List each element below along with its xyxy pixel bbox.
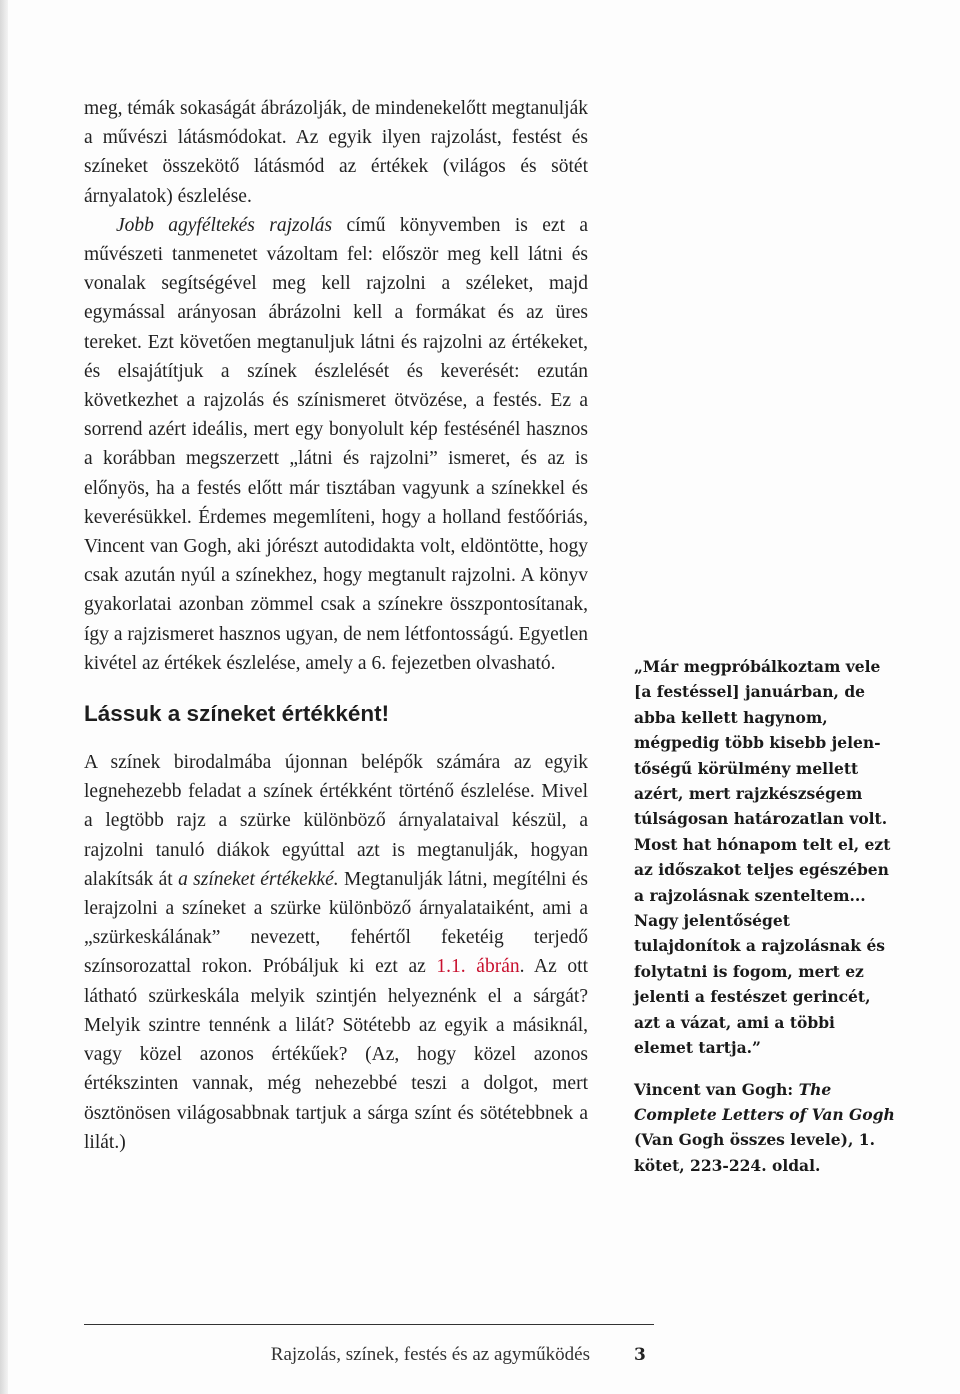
paragraph-2: [84, 211, 588, 678]
quote-source-title: The Complete Letters of Van Gogh: [634, 1079, 895, 1124]
section-heading: Lássuk a színeket értékként!: [84, 701, 390, 727]
page-number: 3: [634, 1345, 646, 1365]
scan-edge-shadow: [0, 0, 8, 1394]
sidebar-quote: „Már megpróbálkoztam vele [a festéssel] januárban, de abba kellett hagynom, mégpedig több kisebb jelentőségű körülmény mellett azért, mert rajzkészségem túlságosan határozatlan volt. Most hat hónapom telt el, ezt az időszakot teljes egészében a rajzolásnak szenteltem... Nagy jelentőséget tulajdonítok a rajzolásnak és folytatni is fogom, mert ez jelenti a festészet gerincét, azt a vázat, ami a többi elemet tartja.”: [634, 657, 891, 1058]
sidebar-quote-box: [634, 654, 896, 1178]
paragraph-3-emphasis: a színeket értékekké.: [178, 868, 339, 890]
footer-rule: [84, 1324, 654, 1325]
quote-source: [634, 1077, 896, 1179]
paragraph-2-text: című könyvemben is ezt a művészeti tanmenetet vázoltam fel: először meg kell látni és vonalak segítségével meg kell rajzolni a széleket, majd egymással arányosan ábrázolni kell a formákat és az üres tereket. Ezt követően megtanuljuk látni és rajzolni az értékeket, és elsajátítjuk a színek észlelését és keverését: ezután következhet a rajzolás és színismeret ötvözése, a festés. Ez a sorrend azért ideális, mert egy bonyolult kép festésénél hasznos a korábban megszerzett „látni és rajzolni” ismeret, és az is előnyös, ha a festés előtt már tisztában vagyunk a színekkel és keverésükkel. Érdemes megemlíteni, hogy a holland festőóriás, Vincent van Gogh, aki jórészt autodidakta volt, eldöntötte, hogy csak azután nyúl a színekhez, hogy megtanult rajzolni. A könyv gyakorlatai azonban zömmel csak a színekre összpontosítanak, így a rajzismeret hasznos ugyan, de nem létfontosságú. Egyetlen kivétel az értékek észlelése, amely a 6. fejezetben olvasható.: [84, 214, 588, 674]
quote-source-author: Vincent van Gogh:: [634, 1079, 799, 1099]
paragraph-1: meg, témák sokaságát ábrázolják, de mindenekelőtt megtanulják a művészi látásmódokat. Az egyik ilyen rajzolást, festést és színeket összekötő látásmód az értékek (világos és sötét árnyalatok) észlelése.: [84, 98, 588, 207]
paragraph-3-part-c: . Az ott látható szürkeskála melyik szintjén helyeznénk el a sárgát? Melyik szintre tennénk a lilát? Sötétebb az egyik a másiknál, vagy közel azonos értékűek? (Az, hogy közel azonos értékszinten vannak, még nehezebbé teszi a dolgot, mert ösztönösen világosabbnak tartjuk a sárga színt és sötétebbnek a lilát.): [84, 956, 588, 1153]
book-title: Jobb agyféltekés rajzolás: [116, 214, 333, 236]
paragraph-3: [84, 748, 588, 1157]
running-footer-title: Rajzolás, színek, festés és az agyműködés: [270, 1344, 590, 1365]
main-text-column: [84, 94, 588, 1157]
figure-reference-link[interactable]: 1.1. ábrán: [436, 956, 520, 978]
quote-source-rest: (Van Gogh összes levele), 1. kötet, 223-224. oldal.: [634, 1130, 875, 1175]
paragraph-3-part-a: A színek birodalmába újonnan belépők számára az egyik legnehezebb feladat a színek értékként történő észlelése. Mivel a legtöbb rajz a szürke különböző árnyalataival készül, a rajzolni tanuló diákok egyúttal azt is megtanulják, hogyan alakítsák át: [84, 752, 588, 890]
paragraph-3-part-b: Megtanulják látni, megítélni és lerajzolni a színeket a szürke különböző árnyalataiként, ami a „szürkeskálának” nevezett, fehértől feketéig terjedő színsorozattal rokon. Próbáljuk ki ezt az: [84, 868, 589, 978]
